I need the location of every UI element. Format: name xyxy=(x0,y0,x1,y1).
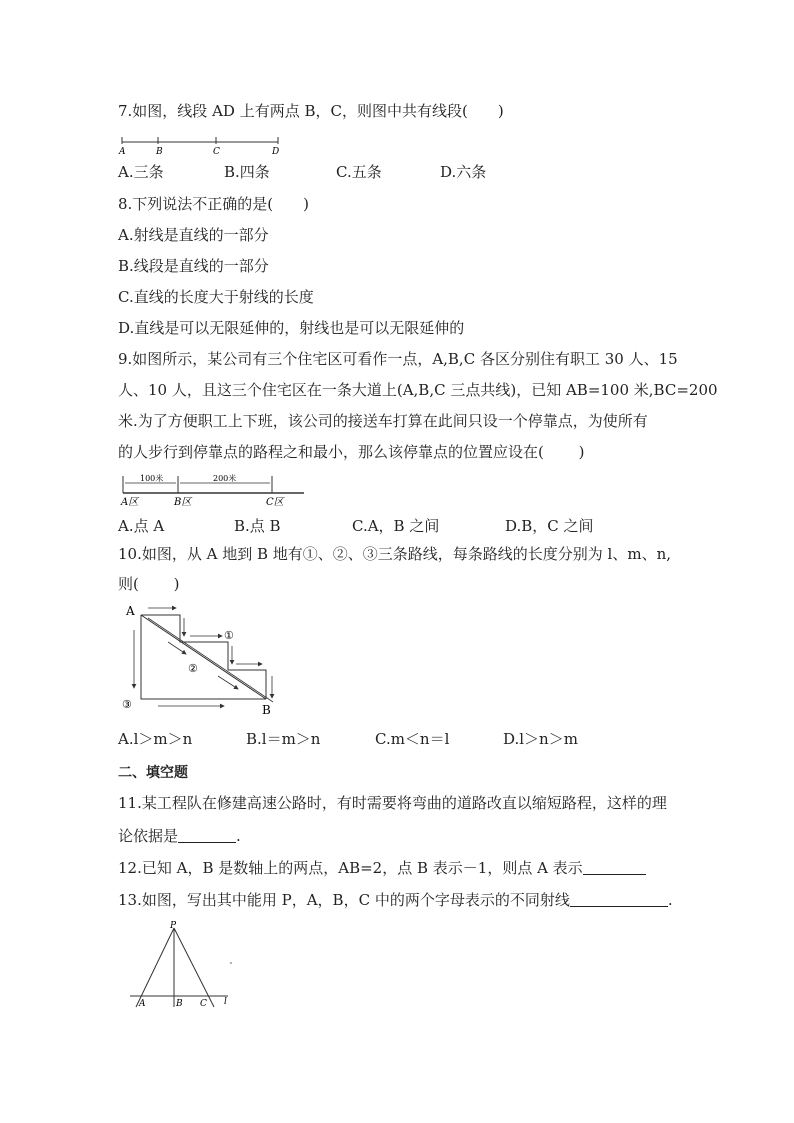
q9-label-a: A区 xyxy=(121,497,139,508)
q8-option-d: D.直线是可以无限延伸的，射线也是可以无限延伸的 xyxy=(118,319,465,337)
q13-label-l: l xyxy=(224,997,227,1007)
q13-label-p: P xyxy=(170,921,177,931)
q12-text: 12.已知 A，B 是数轴上的两点，AB=2，点 B 表示－1，则点 A 表示 xyxy=(118,859,583,877)
q7-segment-figure xyxy=(118,132,288,156)
q12-answer-blank[interactable] xyxy=(583,860,646,875)
q7-label-b: B xyxy=(156,147,163,157)
q7-option-a: A.三条 xyxy=(118,163,164,181)
q13-line xyxy=(118,890,673,910)
q13-label-b: B xyxy=(176,999,183,1009)
q8-option-c: C.直线的长度大于射线的长度 xyxy=(118,288,314,306)
q7-option-b: B.四条 xyxy=(224,163,270,181)
q7-label-d: D xyxy=(272,147,280,157)
q11-line-1: 11.某工程队在修建高速公路时，有时需要将弯曲的道路改直以缩短路程，这样的理 xyxy=(118,794,667,812)
q9-road-figure xyxy=(118,472,308,512)
q9-option-a: A.点 A xyxy=(118,517,165,535)
q9-option-d: D.B，C 之间 xyxy=(505,517,594,535)
q13-text: 13.如图，写出其中能用 P，A，B，C 中的两个字母表示的不同射线 xyxy=(118,891,570,909)
q13-answer-blank[interactable] xyxy=(570,892,668,907)
q7-stem: 7.如图，线段 AD 上有两点 B，C，则图中共有线段( ) xyxy=(118,102,504,120)
q9-option-b: B.点 B xyxy=(234,517,281,535)
q10-option-a: A.l＞m＞n xyxy=(118,730,193,748)
q10-label-route2: ② xyxy=(188,662,198,675)
q8-stem: 8.下列说法不正确的是( ) xyxy=(118,195,310,213)
q7-label-a: A xyxy=(119,147,126,157)
q10-label-a: A xyxy=(126,604,135,618)
q11-line-2-text: 论依据是 xyxy=(118,827,179,845)
q9-option-c: C.A，B 之间 xyxy=(352,517,440,535)
q11-line-2 xyxy=(118,826,241,846)
q9-line-1: 9.如图所示，某公司有三个住宅区可看作一点，A,B,C 各区分别住有职工 30 人、15 xyxy=(118,350,678,368)
q11-answer-blank[interactable] xyxy=(178,828,236,843)
q10-routes-figure xyxy=(118,600,288,720)
q10-label-route1: ① xyxy=(224,629,234,642)
q10-label-route3: ③ xyxy=(122,698,132,711)
q13-triangle-figure xyxy=(128,920,248,1012)
q9-line-3: 米.为了方便职工上下班，该公司的接送车打算在此间只设一个停靠点，为使所有 xyxy=(118,412,648,430)
q10-option-b: B.l＝m＞n xyxy=(246,730,321,748)
q9-dim-bc: 200米 xyxy=(213,474,237,483)
q8-option-a: A.射线是直线的一部分 xyxy=(118,226,269,244)
q9-line-2: 人、10 人，且这三个住宅区在一条大道上(A,B,C 三点共线)，已知 AB=100 米,BC=200 xyxy=(118,381,718,399)
q10-option-d: D.l＞n＞m xyxy=(503,730,578,748)
q7-label-c: C xyxy=(213,147,220,157)
q10-line-2: 则( ) xyxy=(118,575,180,593)
q11-line-2-end: . xyxy=(236,827,241,845)
q10-line-1: 10.如图，从 A 地到 B 地有①、②、③三条路线，每条路线的长度分别为 l、m、n, xyxy=(118,545,672,563)
q10-label-b: B xyxy=(262,703,271,717)
q9-dim-ab: 100米 xyxy=(140,474,164,483)
q10-option-c: C.m＜n＝l xyxy=(375,730,450,748)
q12-line xyxy=(118,858,646,878)
q13-label-c: C xyxy=(200,999,207,1009)
q9-label-b: B区 xyxy=(174,497,192,508)
q9-line-4: 的人步行到停靠点的路程之和最小，那么该停靠点的位置应设在( ) xyxy=(118,443,585,461)
q7-option-d: D.六条 xyxy=(440,163,487,181)
q13-label-a: A xyxy=(139,999,146,1009)
q8-option-b: B.线段是直线的一部分 xyxy=(118,257,269,275)
q13-end: . xyxy=(667,891,673,909)
q7-option-c: C.五条 xyxy=(336,163,382,181)
q9-label-c: C区 xyxy=(266,497,284,508)
section-2-title: 二、填空题 xyxy=(118,765,188,781)
